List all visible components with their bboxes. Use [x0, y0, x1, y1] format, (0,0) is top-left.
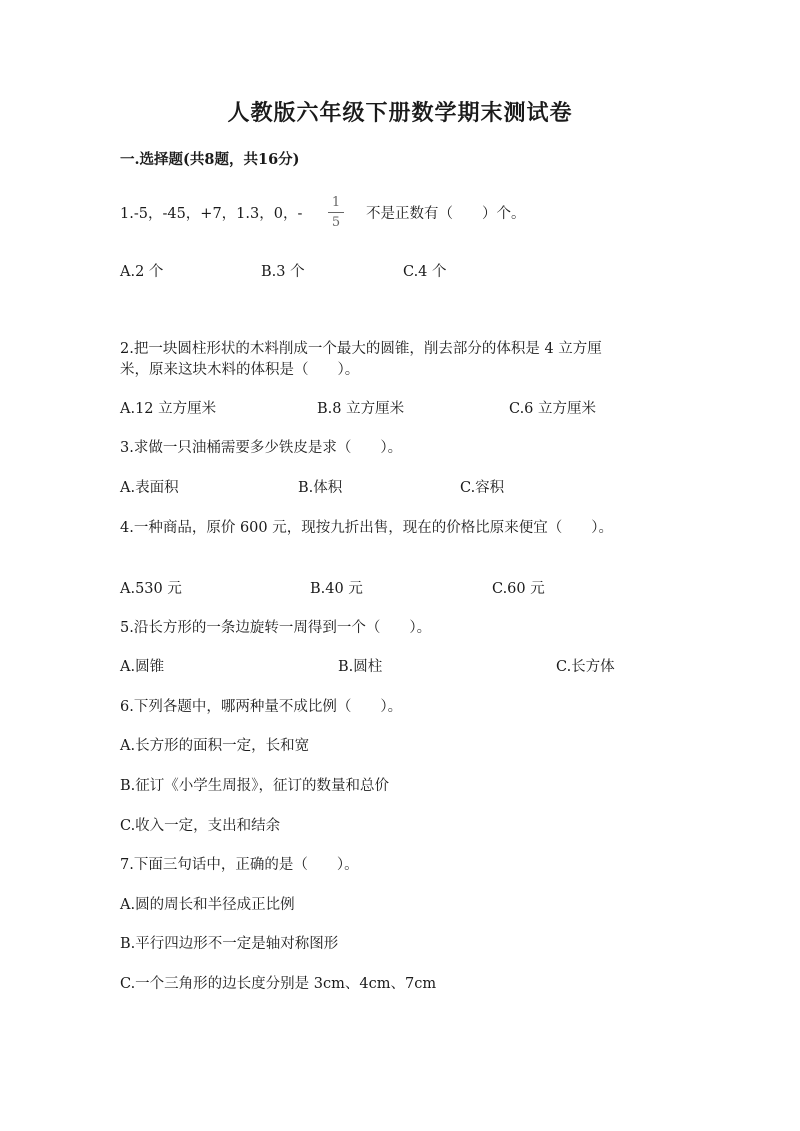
question-1-option-c: C.4 个: [403, 264, 447, 280]
question-6-option-c: C.收入一定，支出和结余: [120, 818, 281, 834]
question-1-fraction: [327, 196, 345, 229]
fraction-bar: [328, 212, 344, 213]
question-2-option-c: C.6 立方厘米: [509, 401, 597, 417]
question-7-text: 7.下面三句话中，正确的是（ ）。: [120, 857, 359, 873]
page-title: 人教版六年级下册数学期末测试卷: [227, 100, 573, 126]
question-6-text: 6.下列各题中，哪两种量不成比例（ ）。: [120, 699, 403, 715]
question-5-option-c: C.长方体: [556, 659, 615, 675]
fraction-denominator: 5: [331, 215, 341, 230]
question-3-option-c: C.容积: [460, 480, 505, 496]
fraction-numerator: 1: [331, 195, 341, 210]
question-2-text-line1: 2.把一块圆柱形状的木料削成一个最大的圆锥，削去部分的体积是 4 立方厘: [120, 341, 602, 357]
question-2-text-line2: 米，原来这块木料的体积是（ ）。: [120, 362, 360, 378]
question-4-text: 4.一种商品，原价 600 元，现按九折出售，现在的价格比原来便宜（ ）。: [120, 520, 613, 536]
question-5-option-a: A.圆锥: [120, 659, 165, 675]
question-2-option-b: B.8 立方厘米: [317, 401, 405, 417]
question-7-option-c: C.一个三角形的边长度分别是 3cm、4cm、7cm: [120, 976, 437, 992]
question-7-option-b: B.平行四边形不一定是轴对称图形: [120, 936, 339, 952]
question-4-option-a: A.530 元: [120, 581, 182, 597]
question-5-text: 5.沿长方形的一条边旋转一周得到一个（ ）。: [120, 620, 432, 636]
question-1-option-a: A.2 个: [120, 264, 164, 280]
question-7-option-a: A.圆的周长和半径成正比例: [120, 897, 295, 913]
question-6-option-a: A.长方形的面积一定，长和宽: [120, 738, 310, 754]
question-6-option-b: B.征订《小学生周报》，征订的数量和总价: [120, 778, 390, 794]
question-3-option-b: B.体积: [298, 480, 343, 496]
question-1-option-b: B.3 个: [261, 264, 305, 280]
question-3-option-a: A.表面积: [120, 480, 179, 496]
question-1-text-before: 1.-5，-45，+7，1.3，0，-: [120, 206, 303, 222]
section-heading: 一.选择题(共8题，共16分): [120, 151, 300, 168]
question-3-text: 3.求做一只油桶需要多少铁皮是求（ ）。: [120, 440, 403, 456]
question-4-option-c: C.60 元: [492, 581, 545, 597]
question-4-option-b: B.40 元: [310, 581, 363, 597]
question-1-text-after: 不是正数有（ ）个。: [366, 206, 526, 222]
question-5-option-b: B.圆柱: [338, 659, 383, 675]
question-2-option-a: A.12 立方厘米: [120, 401, 217, 417]
